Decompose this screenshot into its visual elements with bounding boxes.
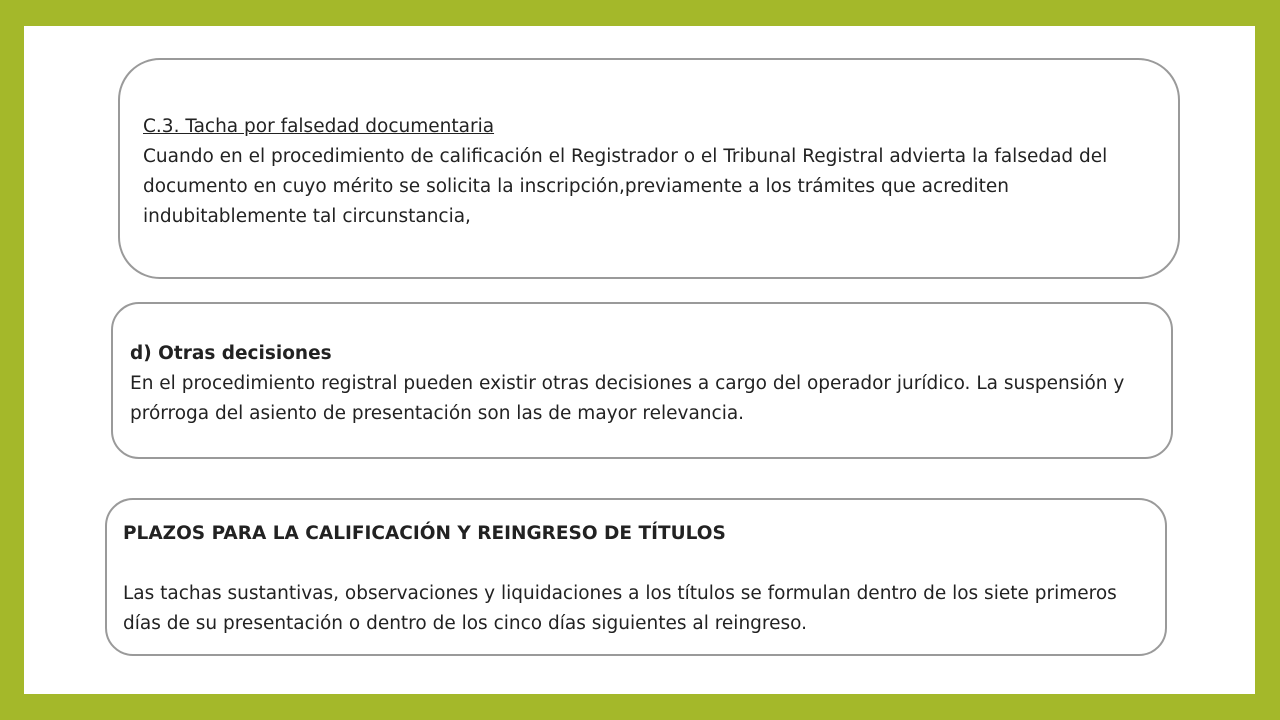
otras-decisiones-body: En el procedimiento registral pueden existir otras decisiones a cargo del operador jurídico. La suspensión y prórroga del asiento de presentación son las de mayor relevancia. bbox=[130, 373, 1125, 424]
otras-decisiones-title: d) Otras decisiones bbox=[130, 343, 332, 364]
slide bbox=[24, 26, 1255, 694]
otras-decisiones-box bbox=[111, 302, 1173, 459]
tacha-falsedad-title: C.3. Tacha por falsedad documentaria bbox=[143, 116, 495, 137]
plazos-body: Las tachas sustantivas, observaciones y liquidaciones a los títulos se formulan dentro de los siete primeros días de su presentación o dentro de los cinco días siguientes al reingreso. bbox=[123, 583, 1117, 634]
tacha-falsedad-body: Cuando en el procedimiento de calificación el Registrador o el Tribunal Registral advierta la falsedad del documento en cuyo mérito se solicita la inscripción,previamente a los trámites que acrediten indubitablemente tal circunstancia, bbox=[143, 146, 1108, 227]
tacha-falsedad-box bbox=[118, 58, 1180, 279]
plazos-box bbox=[105, 498, 1167, 656]
plazos-spacer bbox=[123, 549, 1145, 579]
plazos-title: PLAZOS PARA LA CALIFICACIÓN Y REINGRESO DE TÍTULOS bbox=[123, 523, 726, 544]
